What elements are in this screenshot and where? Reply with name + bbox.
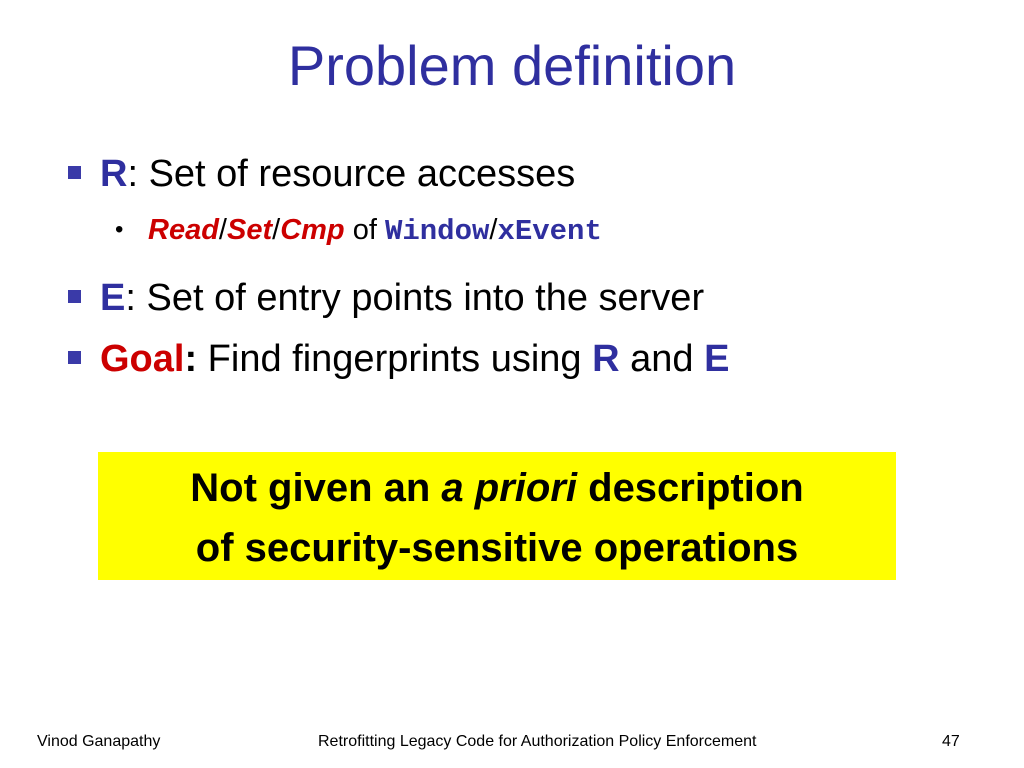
- goal-r: R: [592, 338, 620, 380]
- bullet-r-key: R: [100, 153, 128, 195]
- callout-line1-italic: a priori: [441, 466, 578, 510]
- op-read: Read: [148, 214, 219, 246]
- bullet-goal: [100, 340, 729, 378]
- callout-line-1: [98, 468, 896, 508]
- callout-line1-b: description: [577, 466, 804, 510]
- goal-colon: :: [184, 338, 198, 380]
- bullet-e: [100, 279, 704, 317]
- op-set: Set: [226, 214, 273, 246]
- sep-3: /: [489, 214, 498, 246]
- bullet-r: [100, 155, 575, 193]
- bullet-e-key: E: [100, 277, 126, 319]
- bullet-square-icon: [68, 166, 81, 179]
- slide-title: Problem definition: [287, 34, 737, 97]
- callout-box: [98, 452, 896, 580]
- op-cmp: Cmp: [280, 214, 345, 246]
- sep-2: /: [272, 214, 281, 246]
- of-text: of: [344, 214, 385, 246]
- sep-1: /: [218, 214, 227, 246]
- callout-line1-a: Not given an: [190, 466, 442, 510]
- goal-text: Find fingerprints using: [197, 338, 593, 380]
- footer-author: Vinod Ganapathy: [37, 733, 161, 750]
- goal-e: E: [704, 338, 730, 380]
- footer-talk-title: Retrofitting Legacy Code for Authorization Policy Enforcement: [318, 733, 757, 750]
- goal-key: Goal: [100, 338, 185, 380]
- resource-xevent: xEvent: [497, 215, 602, 248]
- callout-line-2: of security-sensitive operations: [195, 526, 799, 570]
- goal-and: and: [619, 338, 705, 380]
- footer-page-number: 47: [942, 733, 960, 750]
- bullet-square-icon: [68, 351, 81, 364]
- sub-bullet-resource-ops: [148, 216, 602, 246]
- bullet-square-icon: [68, 290, 81, 303]
- bullet-e-text: : Set of entry points into the server: [125, 277, 705, 319]
- sub-bullet-dot-icon: •: [115, 216, 124, 243]
- bullet-r-text: : Set of resource accesses: [127, 153, 576, 195]
- resource-window: Window: [384, 215, 490, 248]
